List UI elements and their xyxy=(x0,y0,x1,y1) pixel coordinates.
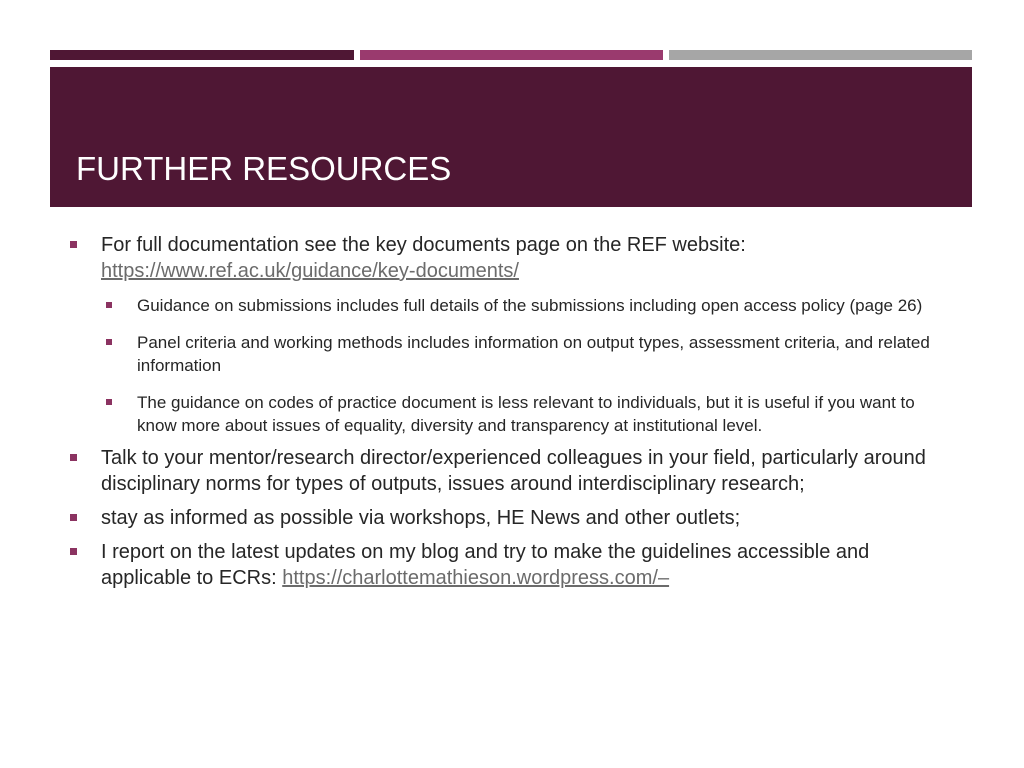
bullet-text: For full documentation see the key documents page on the REF website: xyxy=(101,234,746,256)
sub-bullet-item xyxy=(66,331,946,377)
bullet-item-blog xyxy=(66,539,946,591)
bullet-marker xyxy=(70,514,77,521)
bullet-text: I report on the latest updates on my blog and try to make the guidelines accessible and applicable to ECRs: xyxy=(101,541,870,589)
accent-bar-2 xyxy=(360,50,663,60)
bullet-text: stay as informed as possible via workshops, HE News and other outlets; xyxy=(101,507,741,529)
sub-bullet-list xyxy=(101,294,946,437)
slide-content xyxy=(66,232,946,599)
sub-bullet-marker xyxy=(106,339,112,345)
bullet-marker xyxy=(70,241,77,248)
blog-link[interactable]: https://charlottemathieson.wordpress.com/– xyxy=(282,567,670,589)
sub-bullet-marker xyxy=(106,302,112,308)
accent-bar-3 xyxy=(669,50,972,60)
bullet-text: Talk to your mentor/research director/experienced colleagues in your field, particularly around disciplinary norms for types of outputs, issues around interdisciplinary research; xyxy=(101,447,926,495)
sub-bullet-text: The guidance on codes of practice document is less relevant to individuals, but it is useful if you want to know more about issues of equality, diversity and transparency at institutional level. xyxy=(137,393,915,435)
sub-bullet-text: Guidance on submissions includes full details of the submissions including open access policy (page 26) xyxy=(137,296,923,315)
slide-title: FURTHER RESOURCES xyxy=(76,150,452,187)
title-band xyxy=(50,67,972,207)
sub-bullet-item xyxy=(66,294,946,317)
sub-bullet-marker xyxy=(106,399,112,405)
bullet-marker xyxy=(70,548,77,555)
bullet-marker xyxy=(70,454,77,461)
ref-key-documents-link[interactable]: https://www.ref.ac.uk/guidance/key-documents/ xyxy=(101,260,519,282)
bullet-item-mentor xyxy=(66,445,946,497)
bullet-item-key-documents xyxy=(66,232,946,437)
sub-bullet-item xyxy=(66,391,946,437)
bullet-item-stay-informed xyxy=(66,505,946,531)
sub-bullet-text: Panel criteria and working methods includes information on output types, assessment criteria, and related information xyxy=(137,333,930,375)
accent-bar-1 xyxy=(50,50,354,60)
